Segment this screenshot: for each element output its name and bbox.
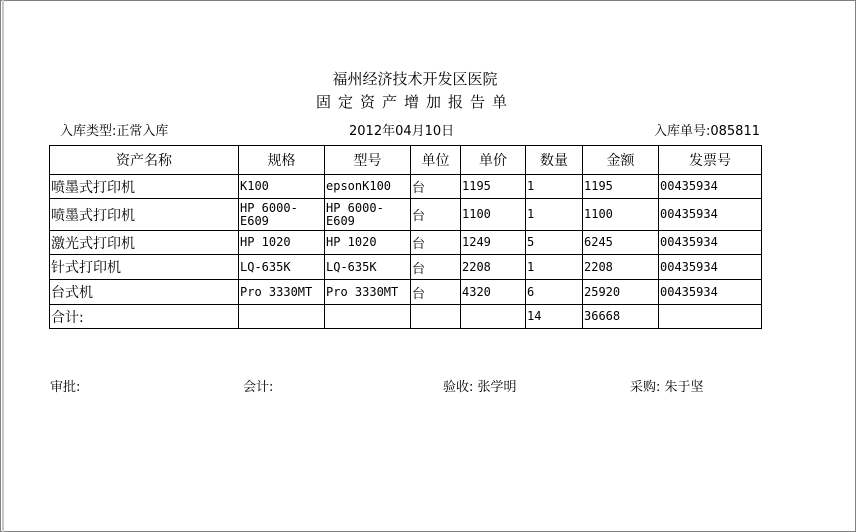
column-header: 发票号: [659, 146, 762, 175]
accounting-label: 会计:: [243, 380, 274, 395]
column-header: 型号: [325, 146, 411, 175]
amount-cell: 1100: [583, 199, 659, 231]
unit-cell: 台: [411, 280, 461, 305]
purchase-label: 采购: 朱于坚: [630, 380, 704, 395]
table-row: [50, 175, 762, 199]
invoice-cell: 00435934: [659, 231, 762, 255]
amount-cell: 1195: [583, 175, 659, 199]
spec-cell: LQ-635K: [239, 255, 325, 280]
invoice-cell: 00435934: [659, 255, 762, 280]
unit-price-cell: 1195: [461, 175, 526, 199]
amount-cell: 25920: [583, 280, 659, 305]
model-cell: LQ-635K: [325, 255, 411, 280]
total-cell: [659, 305, 762, 329]
model-cell: epsonK100: [325, 175, 411, 199]
asset-name-cell: 喷墨式打印机: [50, 199, 239, 231]
acceptance-label: 验收: 张学明: [443, 380, 517, 395]
table-row: [50, 280, 762, 305]
total-cell: [411, 305, 461, 329]
report-title: 固定资产增加报告单: [315, 93, 514, 111]
total-cell: [239, 305, 325, 329]
table-header-row: [50, 146, 762, 175]
table-row: [50, 231, 762, 255]
total-cell: [461, 305, 526, 329]
table-row: [50, 199, 762, 231]
entry-number: 入库单号:085811: [653, 124, 760, 139]
quantity-cell: 1: [526, 255, 583, 280]
asset-name-cell: 针式打印机: [50, 255, 239, 280]
unit-price-cell: 1100: [461, 199, 526, 231]
amount-cell: 2208: [583, 255, 659, 280]
hospital-title: 福州经济技术开发区医院: [332, 70, 498, 88]
model-cell: HP 6000-E609: [325, 199, 411, 231]
column-header: 数量: [526, 146, 583, 175]
total-quantity-cell: 14: [526, 305, 583, 329]
column-header: 单价: [461, 146, 526, 175]
unit-price-cell: 2208: [461, 255, 526, 280]
asset-name-cell: 台式机: [50, 280, 239, 305]
amount-cell: 6245: [583, 231, 659, 255]
quantity-cell: 6: [526, 280, 583, 305]
unit-price-cell: 1249: [461, 231, 526, 255]
unit-cell: 台: [411, 255, 461, 280]
approval-label: 审批:: [50, 380, 81, 395]
spec-cell: K100: [239, 175, 325, 199]
asset-table: [49, 145, 762, 329]
column-header: 金额: [583, 146, 659, 175]
unit-price-cell: 4320: [461, 280, 526, 305]
unit-cell: 台: [411, 199, 461, 231]
quantity-cell: 5: [526, 231, 583, 255]
invoice-cell: 00435934: [659, 280, 762, 305]
table-row: [50, 255, 762, 280]
invoice-cell: 00435934: [659, 175, 762, 199]
unit-cell: 台: [411, 231, 461, 255]
model-cell: Pro 3330MT: [325, 280, 411, 305]
asset-name-cell: 激光式打印机: [50, 231, 239, 255]
total-cell: [325, 305, 411, 329]
entry-date: 2012年04月10日: [349, 124, 455, 139]
unit-cell: 台: [411, 175, 461, 199]
column-header: 资产名称: [50, 146, 239, 175]
model-cell: HP 1020: [325, 231, 411, 255]
total-amount-cell: 36668: [583, 305, 659, 329]
quantity-cell: 1: [526, 175, 583, 199]
spec-cell: HP 6000-E609: [239, 199, 325, 231]
column-header: 规格: [239, 146, 325, 175]
spec-cell: Pro 3330MT: [239, 280, 325, 305]
invoice-cell: 00435934: [659, 199, 762, 231]
quantity-cell: 1: [526, 199, 583, 231]
spec-cell: HP 1020: [239, 231, 325, 255]
entry-type: 入库类型:正常入库: [60, 124, 169, 139]
asset-name-cell: 喷墨式打印机: [50, 175, 239, 199]
total-label-cell: 合计:: [50, 305, 239, 329]
column-header: 单位: [411, 146, 461, 175]
total-row: [50, 305, 762, 329]
